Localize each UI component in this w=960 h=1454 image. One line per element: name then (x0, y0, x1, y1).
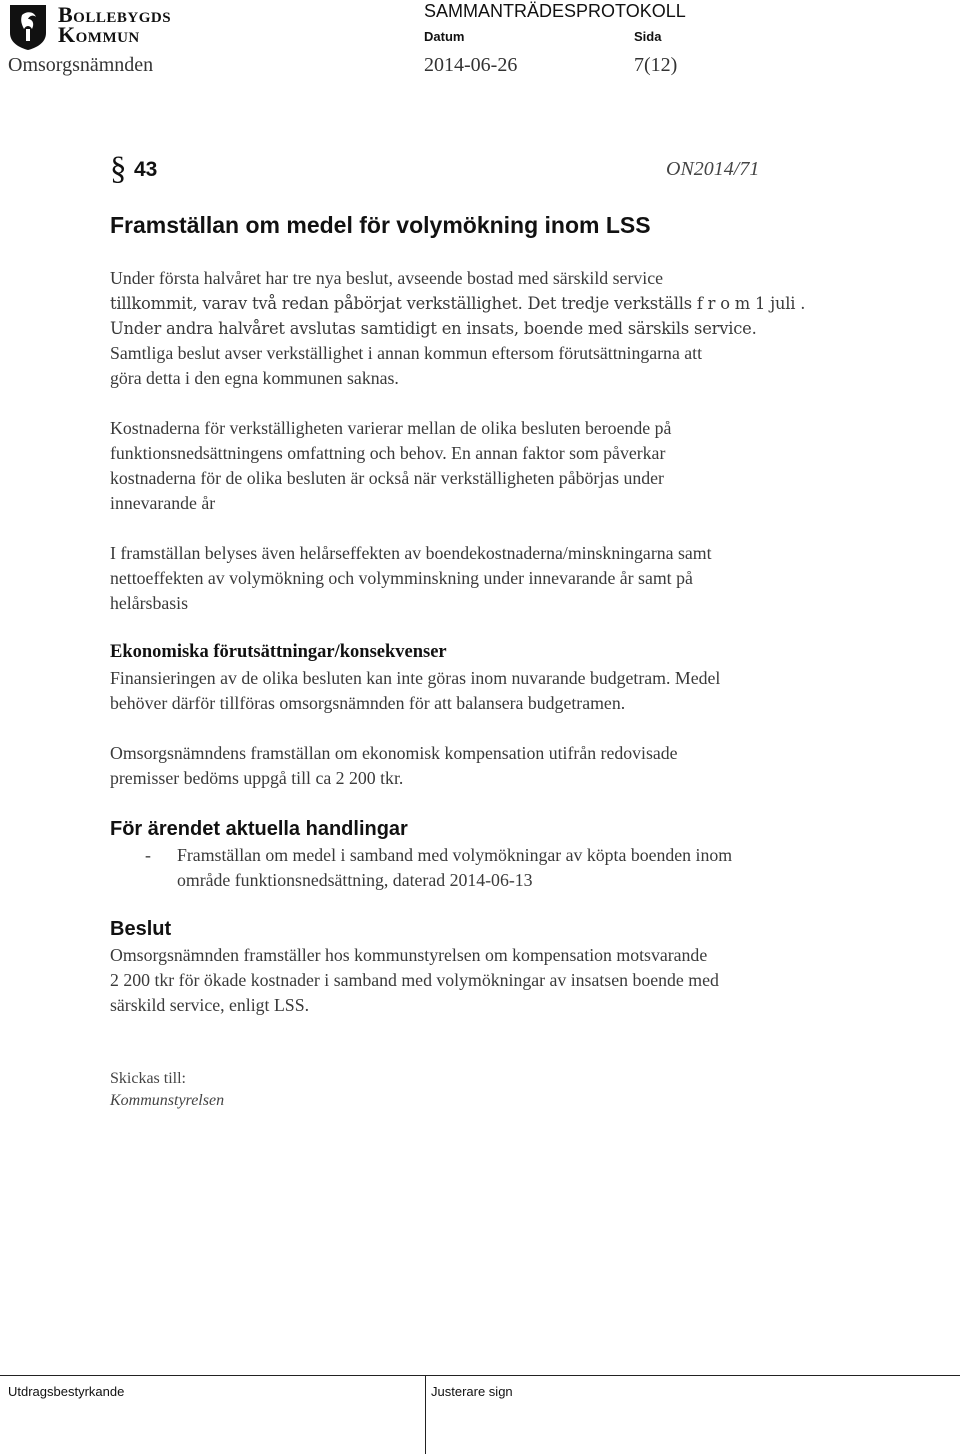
logo-text-line1: Bollebygds (58, 2, 172, 27)
text-line: helårsbasis (110, 593, 189, 613)
footer-column-divider (425, 1375, 426, 1454)
committee-name: Omsorgsnämnden (8, 54, 154, 76)
footer-signature-label: Justerare sign (431, 1384, 513, 1399)
page-label: Sida (634, 29, 662, 44)
paragraph-background (110, 266, 870, 391)
logo-text-line2: Kommun (58, 22, 140, 47)
text-line: innevarande år (110, 493, 216, 513)
meeting-date: 2014-06-26 (424, 54, 518, 76)
paragraph-costs (110, 416, 870, 516)
paragraph-annual-effect (110, 541, 870, 616)
text-line: Samtliga beslut avser verkställighet i annan kommun eftersom förutsättningarna att (110, 343, 703, 363)
text-line: Finansieringen av de olika besluten kan inte göras inom nuvarande budgetram. Medel (110, 668, 721, 688)
footer-divider-line (0, 1375, 960, 1376)
paragraph-compensation (110, 741, 870, 791)
date-label: Datum (424, 29, 465, 44)
text-line: Omsorgsnämndens framställan om ekonomisk kompensation utifrån redovisade (110, 743, 678, 763)
document-title: Framställan om medel för volymökning inom LSS (110, 212, 651, 238)
sent-to-label: Skickas till: (110, 1070, 186, 1087)
text-line: 2 200 tkr för ökade kostnader i samband med volymökningar av insatsen boende med (110, 970, 719, 990)
text-line: tillkommit, varav två redan påbörjat verkställighet. Det tredje verkställs f r o m 1 juli . (110, 294, 806, 313)
text-line: funktionsnedsättningens omfattning och behov. En annan faktor som påverkar (110, 443, 666, 463)
text-line: Kostnaderna för verkställigheten varierar mellan de olika besluten beroende på (110, 418, 672, 438)
text-line: Framställan om medel i samband med volymökningar av köpta boenden inom (177, 845, 733, 865)
municipality-logo-icon (8, 3, 48, 51)
text-line: särskild service, enligt LSS. (110, 995, 310, 1015)
text-line: göra detta i den egna kommunen saknas. (110, 368, 399, 388)
text-line: nettoeffekten av volymökning och volymminskning under innevarande år samt på (110, 568, 693, 588)
protocol-title: SAMMANTRÄDESPROTOKOLL (424, 1, 686, 21)
heading-documents: För ärendet aktuella handlingar (110, 818, 408, 840)
section-number: 43 (134, 158, 158, 181)
text-line: I framställan belyses även helårseffekten av boendekostnaderna/minskningarna samt (110, 543, 712, 563)
case-number: ON2014/71 (666, 158, 760, 180)
text-line: behöver därför tillföras omsorgsnämnden för att balansera budgetramen. (110, 693, 626, 713)
list-bullet: - (145, 845, 151, 865)
text-line: område funktionsnedsättning, daterad 2014-06-13 (177, 870, 533, 890)
text-line: Omsorgsnämnden framställer hos kommunstyrelsen om kompensation motsvarande (110, 945, 708, 965)
paragraph-sign: § (110, 151, 127, 187)
text-line: Under första halvåret har tre nya beslut, avseende bostad med särskild service (110, 268, 663, 288)
paragraph-financing (110, 666, 870, 716)
heading-decision: Beslut (110, 918, 172, 940)
page-number: 7(12) (634, 54, 678, 76)
sent-to-recipient: Kommunstyrelsen (110, 1092, 225, 1109)
paragraph-decision (110, 943, 870, 1018)
text-line: Under andra halvåret avslutas samtidigt en insats, boende med särskils service. (110, 319, 757, 338)
text-line: premisser bedöms uppgå till ca 2 200 tkr. (110, 768, 404, 788)
text-line: kostnaderna för de olika besluten är också när verkställigheten påbörjas under (110, 468, 664, 488)
footer-certification-label: Utdragsbestyrkande (8, 1384, 125, 1399)
heading-economic-conditions: Ekonomiska förutsättningar/konsekvenser (110, 642, 447, 662)
list-item (177, 843, 877, 893)
